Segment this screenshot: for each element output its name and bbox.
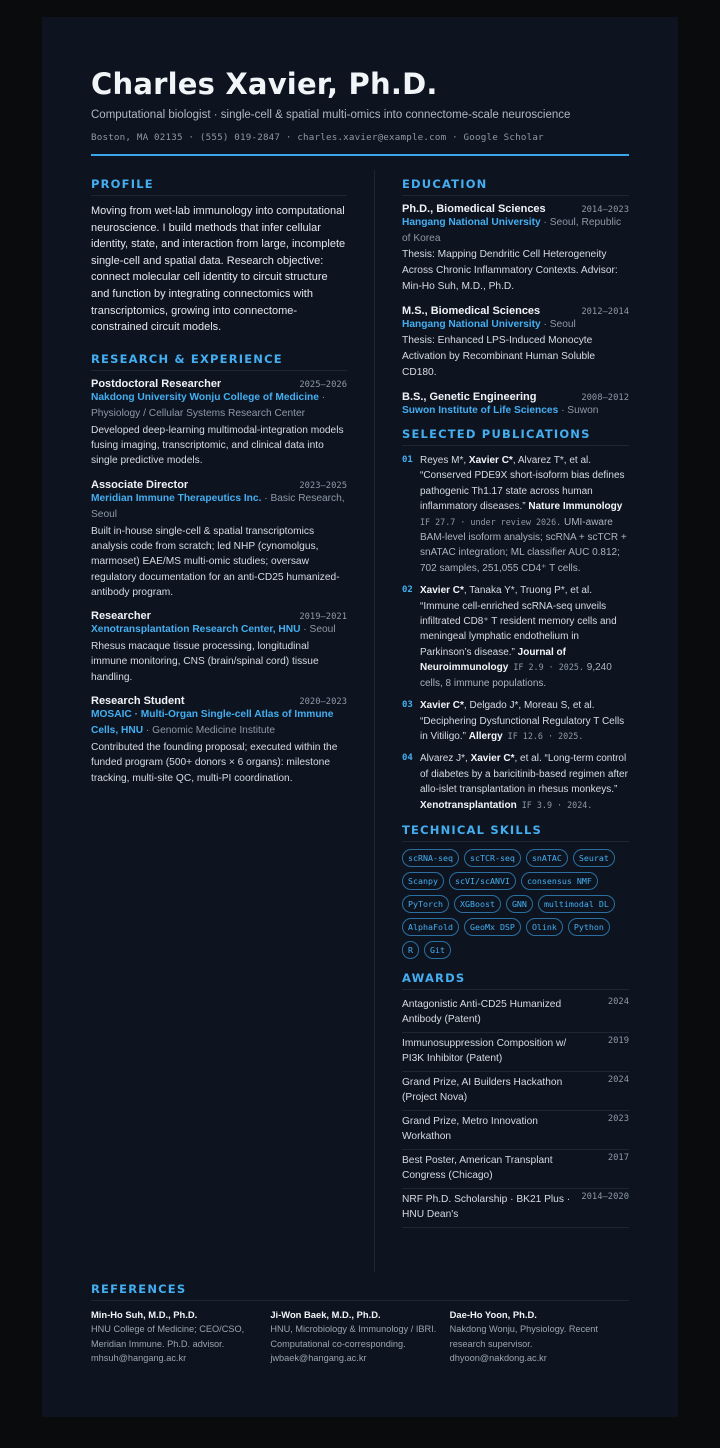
publication-number: 02 [402, 585, 413, 596]
skill-tag: R [402, 941, 419, 959]
award-date: 2019 [607, 1035, 629, 1046]
award-date: 2024 [607, 996, 629, 1007]
org-name: MOSAIC · Multi-Organ Single-cell Atlas of Immune Cells, HNU [91, 709, 334, 737]
pub-author-self: Xavier C* [468, 455, 513, 466]
education-date: 2012–2014 [581, 307, 629, 317]
experience-entry [91, 610, 347, 685]
school-name: Hangang National University [402, 217, 541, 228]
skill-tag: Olink [526, 918, 563, 936]
award-date: 2017 [607, 1152, 629, 1163]
education-degree: Ph.D., Biomedical Sciences [402, 203, 546, 215]
resume-page [42, 17, 678, 1417]
reference-item [450, 1309, 629, 1366]
publication-number: 01 [402, 455, 413, 465]
award-item [402, 1150, 629, 1189]
reference-details: HNU, Microbiology & Immunology / IBRI. Computational co-corresponding. jwbaek@hangang.ac.kr [270, 1324, 437, 1364]
references-grid [91, 1309, 629, 1366]
publication-item [402, 583, 629, 691]
reference-name: Dae-Ho Yoon, Ph.D. [449, 1309, 537, 1320]
education-school [402, 317, 629, 333]
skills-heading: TECHNICAL SKILLS [402, 823, 629, 842]
pub-author-self: Xavier C* [470, 753, 515, 765]
publication-citation [420, 698, 629, 744]
award-date: 2024 [607, 1074, 629, 1085]
education-degree: M.S., Biomedical Sciences [402, 305, 541, 317]
education-degree: B.S., Genetic Engineering [402, 391, 537, 403]
award-name: Immunosuppression Composition w/ PI3K Inhibitor (Patent) [402, 1037, 567, 1065]
experience-role: Research Student [91, 695, 185, 708]
experience-date: 2025–2026 [299, 379, 347, 390]
pub-journal: Xenotransplantation [420, 799, 517, 811]
experience-org [91, 707, 347, 739]
skill-tag: PyTorch [402, 895, 449, 913]
pub-note: UMI-aware BAM-level isoform analysis; scRNA + scTCR + snATAC integration; ML classifier AUC 0.812; 702 samples, 251,055 CD4⁺ T cells. [420, 516, 627, 574]
skill-tag: snATAC [526, 849, 568, 867]
pub-journal: Nature Immunology [528, 501, 623, 513]
experience-date: 2023–2025 [299, 480, 347, 491]
pub-note: 9,240 cells, 8 immune populations. [420, 662, 612, 689]
publication-citation [420, 583, 629, 691]
profile-heading: PROFILE [91, 177, 347, 196]
reference-item [91, 1309, 270, 1366]
references-heading: REFERENCES [91, 1282, 629, 1301]
school-location: · Seoul, Republic of Korea [402, 217, 622, 244]
publication-number: 04 [402, 753, 413, 764]
skill-tag: Seurat [573, 849, 615, 867]
award-date: 2014–2020 [581, 1191, 629, 1202]
pub-title: , Delgado J*, Moreau S, et al. “Deciphering Dysfunctional Regulatory T Cells in Vitiligo.” [420, 700, 625, 742]
pub-title: , et al. “Long-term control of diabetes by a baricitinib-based regimen after allo-islet transplantation in rhesus monkeys.” [420, 753, 628, 796]
reference-name: Ji-Won Baek, M.D., Ph.D. [270, 1309, 381, 1320]
school-name: Suwon Institute of Life Sciences [402, 405, 559, 416]
education-thesis: Thesis: Mapping Dendritic Cell Heterogeneity Across Chronic Inflammatory Contexts. Advisor: Min-Ho Suh, M.D., Ph.D. [402, 249, 618, 292]
references-section [91, 1282, 629, 1366]
award-date: 2023 [607, 1113, 629, 1124]
contact-line: Boston, MA 02135 · (555) 019-2847 · charles.xavier@example.com · Google Scholar [91, 132, 544, 143]
candidate-name: Charles Xavier, Ph.D. [91, 67, 438, 101]
org-dept: · Seoul [300, 624, 336, 636]
experience-heading: RESEARCH & EXPERIENCE [91, 352, 347, 371]
publications-heading: SELECTED PUBLICATIONS [402, 427, 629, 446]
pub-authors-pre: Alvarez J*, [420, 753, 471, 765]
pub-journal: Allergy [468, 730, 503, 742]
pub-meta: IF 3.9 · 2024. [516, 799, 593, 810]
skills-list [402, 849, 629, 959]
column-divider [374, 170, 375, 1272]
award-item [402, 994, 629, 1033]
education-thesis: Thesis: Enhanced LPS-Induced Monocyte Activation by Recombinant Human Soluble CD180. [402, 335, 596, 378]
award-item [402, 1033, 629, 1072]
pub-authors-pre: Reyes M*, [420, 455, 469, 466]
org-name: Nakdong University Wonju College of Medicine [91, 391, 319, 403]
education-entry [402, 203, 629, 295]
org-dept: · Genomic Medicine Institute [143, 725, 276, 737]
skill-tag: XGBoost [454, 895, 501, 913]
reference-name: Min-Ho Suh, M.D., Ph.D. [91, 1309, 198, 1320]
school-location: · Seoul [540, 319, 576, 330]
experience-role: Researcher [91, 610, 151, 623]
org-dept: · Physiology / Cellular Systems Research Center [91, 391, 326, 419]
experience-date: 2020–2023 [299, 697, 347, 708]
skill-tag: Python [568, 918, 610, 936]
reference-item [270, 1309, 449, 1366]
pub-author-self: Xavier C* [420, 700, 464, 712]
experience-role: Postdoctoral Researcher [91, 377, 222, 390]
experience-entry [91, 378, 347, 469]
right-column [402, 164, 629, 1228]
experience-entry [91, 479, 347, 600]
profile-text: Moving from wet-lab immunology into computational neuroscience. I build methods that infer cellular identity, state, and interaction from large, incomplete single-cell and spatial data. Research objective: connect molecular cell identity to circuit structure and function by integrating connectomics with transcriptomics, growing into connectome-constrained circuit models. [91, 205, 346, 334]
school-location: · Suwon [558, 405, 599, 416]
skill-tag: multimodal DL [538, 895, 615, 913]
education-entry [402, 391, 629, 419]
pub-meta: IF 2.9 · 2025. [508, 662, 584, 673]
reference-details: HNU College of Medicine; CEO/CSO, Meridian Immune. Ph.D. advisor. mhsuh@hangang.ac.kr [91, 1324, 245, 1364]
skill-tag: scRNA-seq [402, 849, 459, 867]
experience-desc: Contributed the founding proposal; executed within the funded program (500+ donors × 6 organs): milestone tracking, multi-site QC, multi-PI coordination. [91, 742, 338, 784]
pub-title: , Alvarez T*, et al. “Conserved PDE9X short-isoform bias defines pathogenic Th1.17 state across human inflammatory diseases.” [420, 455, 625, 513]
experience-org [91, 491, 347, 523]
org-name: Meridian Immune Therapeutics Inc. [91, 492, 262, 504]
skill-tag: AlphaFold [402, 918, 459, 936]
pub-meta: IF 27.7 · under review 2026. [420, 516, 562, 527]
left-column [91, 164, 347, 796]
education-school [402, 403, 629, 419]
org-name: Xenotransplantation Research Center, HNU [91, 624, 301, 636]
award-name: NRF Ph.D. Scholarship · BK21 Plus · HNU Dean's [402, 1193, 571, 1221]
award-name: Grand Prize, AI Builders Hackathon (Project Nova) [402, 1076, 563, 1104]
skill-tag: GNN [506, 895, 533, 913]
award-name: Antagonistic Anti-CD25 Humanized Antibody (Patent) [402, 998, 562, 1026]
experience-org [91, 622, 347, 638]
school-name: Hangang National University [402, 319, 541, 330]
experience-org [91, 390, 347, 422]
education-entry [402, 305, 629, 381]
publication-item [402, 453, 629, 576]
tagline: Computational biologist · single-cell & spatial multi-omics into connectome-scale neuroscience [91, 109, 571, 121]
pub-meta: IF 12.6 · 2025. [502, 730, 584, 741]
experience-date: 2019–2021 [299, 612, 347, 623]
skill-tag: scVI/scANVI [449, 872, 516, 890]
skill-tag: GeoMx DSP [464, 918, 521, 936]
award-name: Best Poster, American Transplant Congress (Chicago) [402, 1154, 553, 1182]
education-heading: EDUCATION [402, 177, 629, 196]
education-date: 2014–2023 [581, 205, 629, 215]
award-name: Grand Prize, Metro Innovation Workathon [402, 1115, 538, 1143]
experience-role: Associate Director [91, 478, 189, 491]
reference-details: Nakdong Wonju, Physiology. Recent research supervisor. dhyoon@nakdong.ac.kr [449, 1324, 598, 1364]
experience-entry [91, 695, 347, 786]
publication-citation [420, 453, 629, 576]
publication-citation [420, 751, 629, 813]
pub-title: , Tanaka Y*, Truong P*, et al. “Immune cell-enriched scRNA-seq unveils infiltrated CD8⁺ T resident memory cells and meningeal lymphatic endothelium in Parkinson’s disease.” [420, 585, 617, 658]
skill-tag: scTCR-seq [464, 849, 521, 867]
education-school [402, 215, 629, 247]
skill-tag: Scanpy [402, 872, 444, 890]
publication-number: 03 [402, 700, 413, 711]
skill-tag: Git [424, 941, 451, 959]
award-item [402, 1111, 629, 1150]
award-item [402, 1072, 629, 1111]
experience-desc: Built in-house single-cell & spatial transcriptomics analysis code from scratch; led NHP (cynomolgus, marmoset) EAE/MS multi-omic studies; oversaw regulatory documentation for an anti-CD25 humanized-antibody program. [91, 525, 340, 598]
header-rule [91, 154, 629, 156]
pub-author-self: Xavier C* [420, 585, 464, 597]
publication-item [402, 698, 629, 744]
experience-desc: Rhesus macaque tissue processing, longitudinal immune monitoring, CNS (brain/spinal cord) tissue handling. [91, 641, 319, 683]
publication-item [402, 751, 629, 813]
experience-desc: Developed deep-learning multimodal-integration models fusing imaging, transcriptomic, and clinical data into single predictive models. [91, 424, 344, 467]
award-item [402, 1189, 629, 1228]
education-date: 2008–2012 [581, 393, 629, 403]
org-dept: · Basic Research, Seoul [91, 492, 345, 520]
pub-journal: Journal of Neuroimmunology [420, 646, 566, 674]
skill-tag: consensus NMF [521, 872, 598, 890]
awards-heading: AWARDS [402, 971, 629, 990]
